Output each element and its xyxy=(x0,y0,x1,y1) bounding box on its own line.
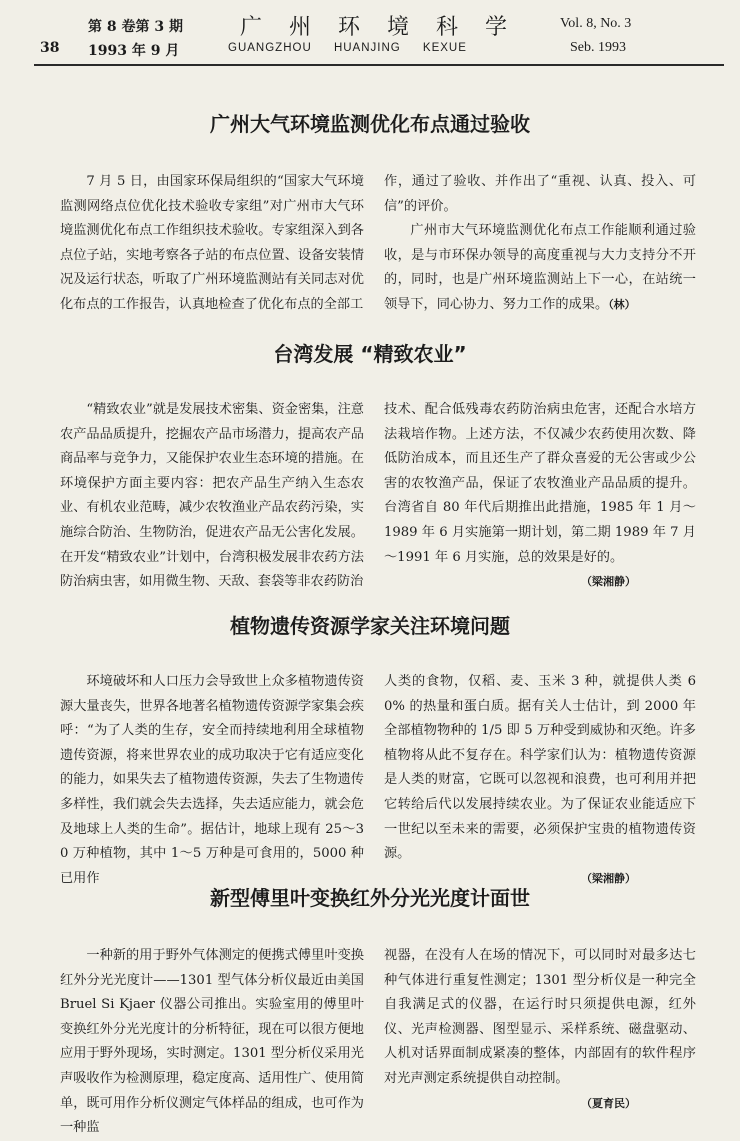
article-column-right xyxy=(384,398,696,595)
article-title: 新型傅里叶变换红外分光光度计面世 xyxy=(210,886,530,910)
article-paragraph: 环境破坏和人口压力会导致世上众多植物遗传资源大量丧失，世界各地著名植物遗传资源学家集会疾呼：“为了人类的生存，安全而持续地利用全球植物遗传资源，将来世界农业的成功取决于它有适应变化的能力，如果失去了植物遗传资源，失去了生物遗传多样性，我们就会失去选择，失去适应能力，就会危及地球上人类的生命”。据估计，地球上现有 25～30 万种植物，其中 1～5 万种是可食用的，5000 种已用作 xyxy=(60,674,364,886)
journal-title-cn: 广 州 环 境 科 学 xyxy=(240,15,517,40)
article-column-right xyxy=(384,670,696,891)
article-paragraph-text: 广州市大气环境监测优化布点工作能顺利通过验收，是与市环保办领导的高度重视与大力支持分不开的，同时，也是广州环境监测站上下一心，在站统一领导下，同心协力、努力工作的成果。 xyxy=(384,223,696,312)
article-title: 广州大气环境监测优化布点通过验收 xyxy=(210,112,530,136)
article-column-left xyxy=(60,170,364,318)
date-en: Seb. 1993 xyxy=(570,40,626,55)
article-author: （梁湘静） xyxy=(581,575,636,589)
article-title: 台湾发展 “精致农业” xyxy=(273,342,467,366)
volume-en: Vol. 8, No. 3 xyxy=(560,16,632,31)
journal-title-pinyin: GUANGZHOU HUANJING KEXUE xyxy=(228,42,467,54)
article-column-left xyxy=(60,398,364,595)
page-number: 38 xyxy=(40,40,60,56)
article-paragraph: 7 月 5 日，由国家环保局组织的“国家大气环境监测网络点位优化技术验收专家组”对广州市大气环境监测优化布点工作组织技术验收。专家组深入到各点位子站，实地考察各子站的布点位置、设备安装情况及运行状态，听取了广州环境监测站有关同志对优化布点的工作报告，认真地检查了优化布点的全部工 xyxy=(60,174,364,312)
volume-cn: 第 8 卷第 3 期 xyxy=(88,19,183,35)
article-column-left xyxy=(60,670,364,891)
date-cn: 1993 年 9 月 xyxy=(88,43,180,59)
article-author: （夏育民） xyxy=(581,1096,636,1110)
article-author: （梁湘静） xyxy=(581,871,636,885)
article-paragraph: 技术、配合低残毒农药防治病虫危害，还配合水培方法栽培作物。上述方法，不仅减少农药使用次数、降低防治成本，而且还生产了群众喜爱的无公害或少公害的农牧渔产品，保证了农牧渔业产品品质的提升。台湾省自 80 年代后期推出此措施，1985 年 1 月～1989 年 6 月实施第一期计划，第二期 1989 年 7 月～1991 年 6 月实施，总的效果是好的。 xyxy=(384,402,696,565)
header-rule xyxy=(34,64,724,66)
article-paragraph: 人类的食物，仅稻、麦、玉米 3 种，就提供人类 60% 的热量和蛋白质。据有关人士估计，到 2000 年全部植物物种的 1/5 即 5 万种受到威协和灭绝。许多植物将从此不复存在。科学家们认为：植物遗传资源是人类的财富，它既可以忽视和浪费，也可利用并把它转给后代以发展持续农业。为了保证农业能适应下一世纪以至未来的需要，必须保护宝贵的植物遗传资源。 xyxy=(384,674,696,862)
article-paragraph xyxy=(384,219,696,317)
article-author: （林） xyxy=(608,297,636,311)
article-title: 植物遗传资源学家关注环境问题 xyxy=(230,614,510,638)
article-column-left xyxy=(60,944,364,1141)
article-paragraph: 一种新的用于野外气体测定的便携式傅里叶变换红外分光光度计——1301 型气体分析仪最近由美国 Bruel Si Kjaer 仪器公司推出。实验室用的傅里叶变换红外分光光度计的分析特征，现在可以很方便地应用于野外现场，实时测定。1301 型分析仪采用光声吸收作为检测原理，稳定度高、适用性广、使用简单，既可用作分析仪测定气体样品的组成，也可作为一种监 xyxy=(60,948,364,1136)
article-paragraph: “精致农业”就是发展技术密集、资金密集，注意农产品品质提升，挖掘农产品市场潜力，提高农产品商品率与竞争力，又能保护农业生态环境的措施。在环境保护方面主要内容：把农产品生产纳入生态农业、有机农业范畴，减少农牧渔业产品农药污染，实施综合防治、生物防治，促进农产品无公害化发展。在开发“精致农业”计划中，台湾积极发展非农药方法防治病虫害，如用微生物、天敌、套袋等非农药防治 xyxy=(60,402,364,590)
article-paragraph: 作，通过了验收、并作出了“重视、认真、投入、可信”的评价。 xyxy=(384,174,696,214)
article-column-right xyxy=(384,170,696,318)
article-column-right xyxy=(384,944,696,1116)
page-header xyxy=(0,0,740,70)
article-paragraph: 视器，在没有人在场的情况下，可以同时对最多达七种气体进行重复性测定；1301 型分析仪是一种完全自我满足式的仪器，在运行时只须提供电源，红外仪、光声检测器、图型显示、采样系统、磁盘驱动、人机对话界面制成紧凑的整体，内部固有的软件程序对光声测定系统提供自动控制。 xyxy=(384,948,696,1086)
